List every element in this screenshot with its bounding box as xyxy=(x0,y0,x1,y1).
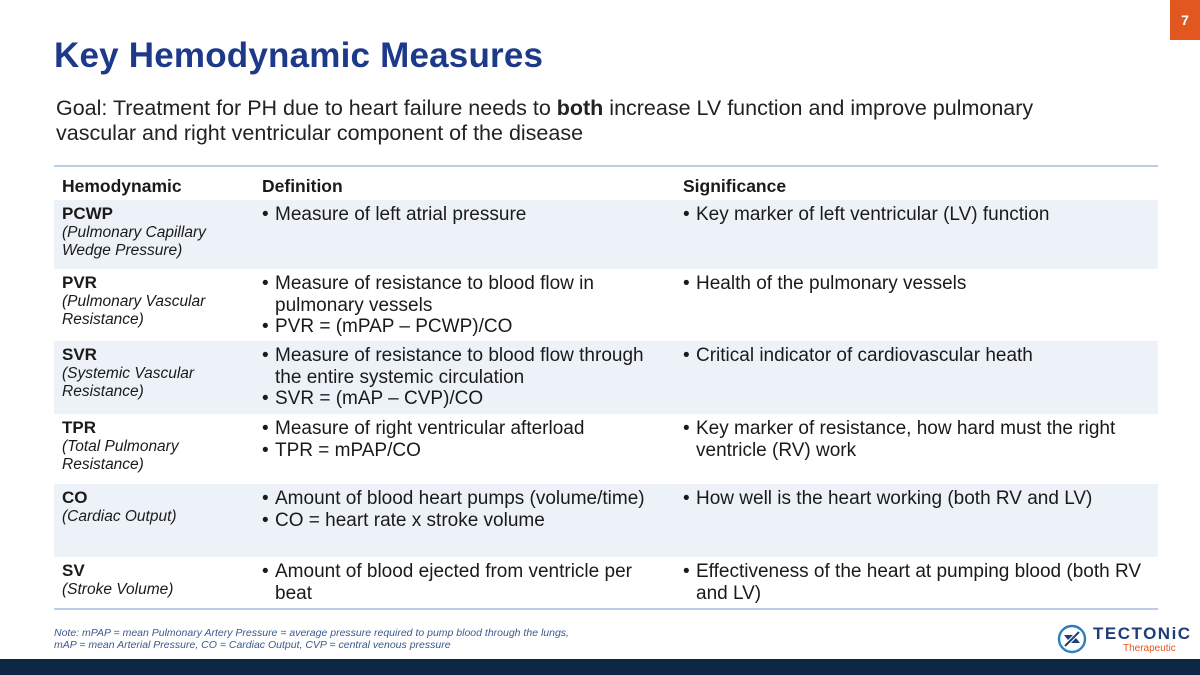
definition-cell xyxy=(254,341,675,414)
measure-cell xyxy=(54,484,254,557)
table-row xyxy=(54,269,1158,341)
significance-cell xyxy=(675,484,1158,557)
table-row xyxy=(54,557,1158,609)
definition-cell xyxy=(254,557,675,609)
definition-bullet: • Measure of resistance to blood flow through the entire systemic circulation xyxy=(262,345,667,388)
significance-bullet: • Key marker of resistance, how hard must the right ventricle (RV) work xyxy=(683,418,1150,461)
definition-bullet: • CO = heart rate x stroke volume xyxy=(262,510,667,532)
measure-full-name: (Pulmonary Vascular Resistance) xyxy=(62,293,206,328)
significance-bullet: • Health of the pulmonary vessels xyxy=(683,273,1150,295)
measure-abbreviation: TPR xyxy=(62,418,96,437)
measure-cell xyxy=(54,341,254,414)
measure-full-name: (Systemic Vascular Resistance) xyxy=(62,365,195,400)
goal-emphasis: both xyxy=(556,96,604,120)
definition-bullet: • Amount of blood ejected from ventricle per beat xyxy=(262,561,667,604)
definition-bullet: • Measure of resistance to blood flow in pulmonary vessels xyxy=(262,273,667,316)
measure-abbreviation: CO xyxy=(62,488,88,507)
measure-cell xyxy=(54,269,254,341)
table-row xyxy=(54,414,1158,484)
significance-cell xyxy=(675,414,1158,484)
definition-cell xyxy=(254,484,675,557)
footnote-line: mAP = mean Arterial Pressure, CO = Cardiac Output, CVP = central venous pressure xyxy=(54,639,451,651)
page-number: 7 xyxy=(1170,0,1200,40)
measure-cell xyxy=(54,557,254,609)
footer-bar xyxy=(0,659,1200,675)
slide-title: Key Hemodynamic Measures xyxy=(54,36,544,75)
table-header-row xyxy=(54,166,1158,200)
definition-bullet: • Amount of blood heart pumps (volume/time) xyxy=(262,488,667,510)
significance-cell xyxy=(675,200,1158,269)
measure-full-name: (Pulmonary Capillary Wedge Pressure) xyxy=(62,224,206,259)
measure-abbreviation: PVR xyxy=(62,273,97,292)
significance-bullet: • Key marker of left ventricular (LV) function xyxy=(683,204,1150,226)
logo-subtitle: Therapeutic xyxy=(1123,643,1176,654)
goal-text-before: Goal: Treatment for PH due to heart failure needs to xyxy=(56,96,557,120)
significance-bullet: • How well is the heart working (both RV and LV) xyxy=(683,488,1150,510)
significance-cell xyxy=(675,269,1158,341)
header-significance: Significance xyxy=(683,175,787,196)
footnote xyxy=(54,627,754,651)
significance-bullet: • Effectiveness of the heart at pumping blood (both RV and LV) xyxy=(683,561,1150,604)
hemodynamic-table xyxy=(54,165,1158,610)
table-row xyxy=(54,341,1158,414)
measure-cell xyxy=(54,200,254,269)
significance-bullet: • Critical indicator of cardiovascular heath xyxy=(683,345,1150,367)
tectonic-logo-icon xyxy=(1057,624,1087,654)
header-definition: Definition xyxy=(262,175,343,196)
footnote-line: Note: mPAP = mean Pulmonary Artery Pressure = average pressure required to pump blood through the lungs, xyxy=(54,627,569,639)
goal-text-after: increase LV function and improve pulmonary vascular and right ventricular component of the disease xyxy=(56,96,1034,145)
goal-statement xyxy=(56,96,1116,146)
measure-abbreviation: PCWP xyxy=(62,204,113,223)
measure-cell xyxy=(54,414,254,484)
measure-full-name: (Total Pulmonary Resistance) xyxy=(62,438,179,473)
header-hemodynamic: Hemodynamic xyxy=(62,175,182,196)
significance-cell xyxy=(675,341,1158,414)
definition-bullet: • Measure of left atrial pressure xyxy=(262,204,667,226)
definition-bullet: • SVR = (mAP – CVP)/CO xyxy=(262,388,667,410)
table-row xyxy=(54,484,1158,557)
company-logo xyxy=(1057,623,1192,659)
table-row xyxy=(54,200,1158,269)
definition-bullet: • TPR = mPAP/CO xyxy=(262,440,667,462)
definition-cell xyxy=(254,269,675,341)
measure-full-name: (Stroke Volume) xyxy=(62,581,174,598)
measure-abbreviation: SVR xyxy=(62,345,97,364)
measure-full-name: (Cardiac Output) xyxy=(62,508,177,525)
logo-wordmark: TECTONiC xyxy=(1093,624,1192,643)
definition-bullet: • PVR = (mPAP – PCWP)/CO xyxy=(262,316,667,338)
definition-cell xyxy=(254,414,675,484)
significance-cell xyxy=(675,557,1158,609)
definition-bullet: • Measure of right ventricular afterload xyxy=(262,418,667,440)
measure-abbreviation: SV xyxy=(62,561,85,580)
definition-cell xyxy=(254,200,675,269)
